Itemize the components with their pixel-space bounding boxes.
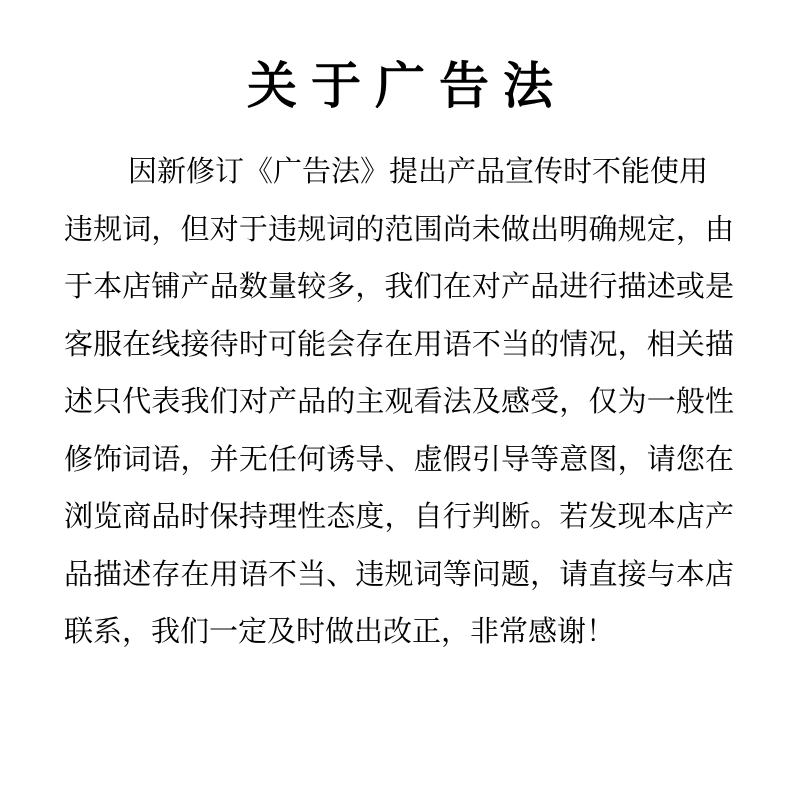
notice-line: 述只代表我们对产品的主观看法及感受，仅为一般性 bbox=[64, 386, 734, 418]
notice-line: 修饰词语，并无任何诱导、虚假引导等意图，请您在 bbox=[64, 443, 734, 476]
notice-line: 因新修订《广告法》提出产品宣传时不能使用 bbox=[128, 156, 709, 188]
notice-line: 客服在线接待时可能会存在用语不当的情况，相关描 bbox=[64, 328, 734, 361]
notice-line: 联系，我们一定及时做出改正，非常感谢！ bbox=[64, 616, 616, 648]
notice-line: 违规词，但对于违规词的范围尚未做出明确规定，由 bbox=[64, 213, 734, 246]
notice-line: 浏览商品时保持理性态度，自行判断。若发现本店产 bbox=[64, 501, 734, 533]
notice-body bbox=[64, 144, 734, 662]
notice-line: 于本店铺产品数量较多，我们在对产品进行描述或是 bbox=[64, 271, 734, 303]
notice-line: 品描述存在用语不当、违规词等问题，请直接与本店 bbox=[64, 558, 734, 591]
page-title: 关于广告法 bbox=[247, 58, 567, 114]
